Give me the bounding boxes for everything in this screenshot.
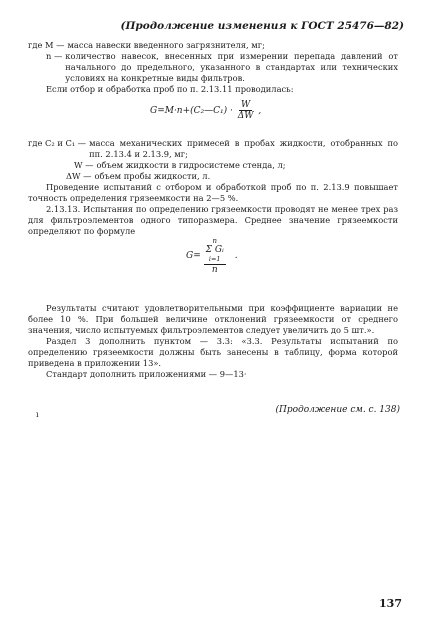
definition-C: [28, 138, 398, 160]
stray-mark: ı: [36, 410, 39, 419]
definitions-block-1: [28, 40, 398, 95]
definition-text: объем пробы жидкости, л.: [94, 171, 211, 181]
sum-numerator: [204, 237, 226, 265]
page-number: 137: [379, 597, 402, 610]
paragraph: Стандарт дополнить приложениями — 9—13·: [46, 369, 247, 379]
fraction: [236, 100, 256, 121]
continued-note: (Продолжение см. с. 138): [275, 405, 400, 415]
fraction-denominator: ΔW: [237, 111, 254, 121]
sum-expression: Σ Gᵢ: [205, 245, 224, 255]
definitions-block-2: [28, 138, 398, 237]
definition-label: где C₂ и C₁ —: [28, 138, 87, 148]
definition-text: количество навесок, внесенных при измерении перепада давлений от начального до предельного, указанного в стандартах или технических условиях на конкретные виды фильтров.: [65, 51, 398, 83]
definition-M: [28, 40, 398, 51]
formula-tail: ,: [258, 106, 262, 116]
sum-lower-limit: i=1: [208, 255, 221, 263]
fraction-denominator: n: [211, 265, 218, 275]
definition-n: [28, 51, 398, 84]
results-block: [28, 303, 398, 380]
definition-label: n —: [46, 51, 63, 61]
running-header: (Продолжение изменения к ГОСТ 25476—82): [120, 20, 404, 32]
definition-text: объем жидкости в гидросистеме стенда, л;: [96, 160, 286, 170]
paragraph: 2.13.13. Испытания по определению грязеемкости проводят не менее трех раз для фильтроэлементов одного типоразмера. Среднее значение грязеемкости определяют по формуле: [28, 204, 398, 236]
formula-lhs: G=: [186, 251, 201, 261]
paragraph: Раздел 3 дополнить пунктом — 3.3: «3.3. Результаты испытаний по определению грязеемкости должны быть занесены в таблицу, форма которой приведена в приложении 13».: [28, 336, 398, 368]
formula-1: [150, 100, 261, 121]
fraction-numerator: W: [241, 100, 251, 110]
formula-2: [186, 237, 238, 275]
definition-W: [28, 160, 398, 171]
formula-tail: .: [234, 251, 238, 261]
definition-label: где M —: [28, 40, 65, 50]
sum-upper-limit: n: [212, 237, 217, 245]
definition-label: W —: [74, 160, 94, 170]
paragraph: Проведение испытаний с отбором и обработкой проб по п. 2.13.9 повышает точность определения грязеемкости на 2—5 %.: [28, 182, 398, 203]
fraction: [204, 237, 226, 275]
definition-dW: [28, 171, 398, 182]
paragraph: Если отбор и обработка проб по п. 2.13.11 проводилась:: [46, 84, 294, 94]
paragraph: Результаты считают удовлетворительными при коэффициенте вариации не более 10 %. При большей величине отклонений грязеемкости от среднего значения, число испытуемых фильтроэлементов следует увеличить до 5 шт.».: [28, 303, 398, 335]
definition-text: масса механических примесей в пробах жидкости, отобранных по пп. 2.13.4 и 2.13.9, мг;: [89, 138, 398, 159]
definition-text: масса навески введенного загрязнителя, мг;: [67, 40, 265, 50]
definition-label: ΔW —: [66, 171, 92, 181]
formula-lhs: G=M·n+(C₂—C₁) ·: [150, 106, 233, 116]
